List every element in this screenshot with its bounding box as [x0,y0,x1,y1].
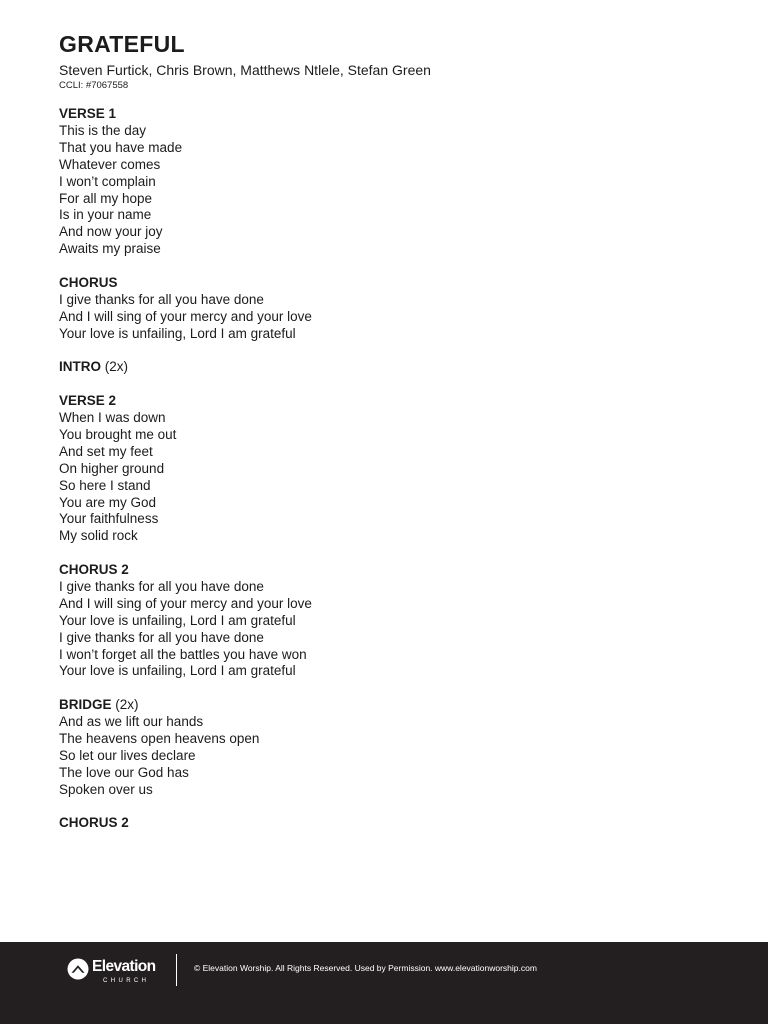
logo-wordmark: Elevation [92,958,156,975]
lyric-line: And as we lift our hands [59,714,204,730]
section-heading [59,393,739,410]
lyric-section [59,815,739,832]
lyric-line: And I will sing of your mercy and your love [59,308,312,324]
section-label: CHORUS 2 [59,562,129,578]
lyric-line: Spoken over us [59,781,153,797]
lyric-line: On higher ground [59,460,165,476]
lyric-sheet [59,30,739,849]
song-title: GRATEFUL [59,31,185,57]
lyric-line: My solid rock [59,528,138,544]
lyric-line: Your love is unfailing, Lord I am grateful [59,663,296,679]
elevation-mountain-icon [67,958,89,980]
section-heading [59,275,739,292]
footer-divider [176,954,177,986]
section-heading [59,815,739,832]
section-heading [59,562,739,579]
elevation-logo [67,956,167,986]
lyric-line: And set my feet [59,443,153,459]
lyric-line: That you have made [59,139,183,155]
lyric-line: The heavens open heavens open [59,730,260,746]
lyric-section [59,393,739,545]
section-label: CHORUS [59,274,118,290]
lyric-line: Your love is unfailing, Lord I am grateful [59,325,296,341]
lyric-line: This is the day [59,122,147,138]
lyric-section [59,359,739,376]
lyric-line: You brought me out [59,426,177,442]
lyric-line: When I was down [59,409,166,425]
lyric-line: And now your joy [59,224,163,240]
lyric-line: Is in your name [59,207,152,223]
lyric-line: So let our lives declare [59,747,196,763]
lyric-line: I won’t forget all the battles you have won [59,646,307,662]
copyright-notice: © Elevation Worship. All Rights Reserved. Used by Permission. www.elevationworship.com [194,963,537,973]
lyric-line: I give thanks for all you have done [59,578,264,594]
lyric-section [59,697,739,798]
section-label: INTRO [59,359,101,375]
lyric-line: Whatever comes [59,156,161,172]
lyric-line: Awaits my praise [59,241,161,257]
song-sections [59,106,739,832]
lyric-line: The love our God has [59,764,189,780]
section-repeat-note: (2x) [104,359,129,375]
lyric-section [59,562,739,680]
lyric-line: Your love is unfailing, Lord I am grateful [59,612,296,628]
section-label: BRIDGE [59,697,112,713]
section-label: VERSE 1 [59,106,117,121]
lyric-line: I give thanks for all you have done [59,291,264,307]
section-heading [59,106,739,123]
lyric-line: I won’t complain [59,173,156,189]
song-authors: Steven Furtick, Chris Brown, Matthews Ntlele, Stefan Green [59,62,431,78]
page-footer [0,942,768,1024]
section-repeat-note: (2x) [115,697,139,713]
lyric-section [59,106,739,258]
lyric-line: For all my hope [59,190,153,206]
lyric-line: So here I stand [59,477,151,493]
logo-subtitle: CHURCH [103,978,150,984]
lyric-line: I give thanks for all you have done [59,629,264,645]
section-heading [59,697,739,714]
lyric-line: And I will sing of your mercy and your love [59,595,312,611]
lyric-section [59,275,739,343]
section-label: CHORUS 2 [59,815,129,831]
lyric-line: Your faithfulness [59,511,159,527]
section-heading [59,359,739,376]
ccli-number: CCLI: #7067558 [59,80,129,91]
lyric-line: You are my God [59,494,157,510]
section-label: VERSE 2 [59,393,117,409]
